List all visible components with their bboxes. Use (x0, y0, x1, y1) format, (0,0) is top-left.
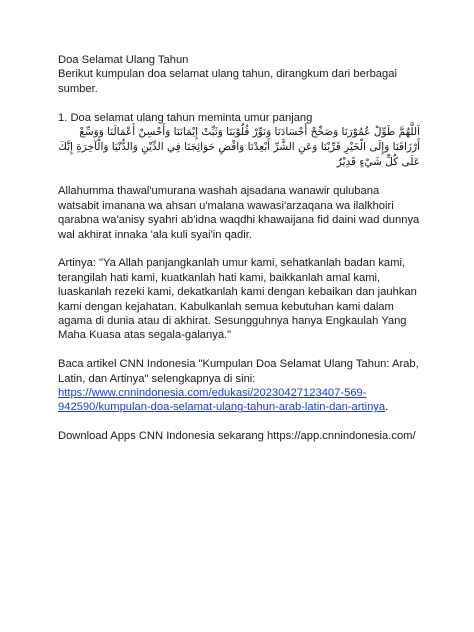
spacer (58, 242, 420, 256)
document-body (58, 53, 420, 444)
document-title: Doa Selamat Ulang Tahun (58, 54, 189, 66)
spacer (58, 170, 420, 184)
source-article-link[interactable]: https://www.cnnindonesia.com/edukasi/20230427123407-569-942590/kumpulan-doa-selamat-ulang-tahun-arab-latin-dan-artinya (58, 387, 386, 414)
source-end: . (385, 401, 389, 414)
spacer (58, 96, 420, 110)
latin-transliteration: Allahumma thawal'umurana washah ajsadana wanawir qulubana watsabit imanana wa ahsan u'malana wawasi'arzaqana wa ilalkhoiri qarabna wa'anisy syahri ab'idna waqdhi khawaijana fid daini wad dunnya wal akhirat innaka 'ala kuli syai'in qadir. (58, 185, 420, 241)
intro-paragraph: Berikut kumpulan doa selamat ulang tahun, dirangkum dari berbagai sumber. (58, 68, 397, 95)
source-paragraph (58, 357, 420, 415)
source-text: Baca artikel CNN Indonesia "Kumpulan Doa Selamat Ulang Tahun: Arab, Latin, dan Artinya" selengkapnya di sini: (58, 358, 419, 385)
spacer (58, 415, 420, 429)
download-app-paragraph: Download Apps CNN Indonesia sekarang https://app.cnnindonesia.com/ (58, 430, 416, 443)
arabic-prayer-text: اَللَّهُمَّ طَوِّلْ عُمُوْرَنَا وَصَحِّحْ أَجْسَادَنَا وَنَوِّرْ قُلُوْبَنَا وَثَبِّتْ إِيْمَانَنَا وَأَحْسِنْ أَعْمَالَنَا وَوَسِّعْ أَرْزَاقَنَا وَإِلَى الْخَيْرِ قَرِّبْنَا وَعَنِ الشَّرِّ أَبْعِدْنَا وَاقْضِ حَوَائِجَنَا فِي الدِّيْنِ وَالدُّنْيَا وَالْآخِرَةِ إِنَّكَ عَلَى كُلِّ شَيْءٍ قَدِيْرٌ (58, 126, 420, 169)
translation-paragraph: Artinya: "Ya Allah panjangkanlah umur kami, sehatkanlah badan kami, terangilah hati kami, kuatkanlah hati kami, baikkanlah amal kami, luaskanlah rezeki kami, dekatkanlah kami dengan kebaikan dan jauhkan kami dengan kejahatan. Kabulkanlah semua kebutuhan kami dalam agama di dunia atau di akhirat. Sesungguhnya hanya Engkaulah Yang Maha Kuasa atas segala-galanya." (58, 257, 417, 342)
section-heading-1: 1. Doa selamat ulang tahun meminta umur panjang (58, 111, 313, 124)
spacer (58, 343, 420, 357)
